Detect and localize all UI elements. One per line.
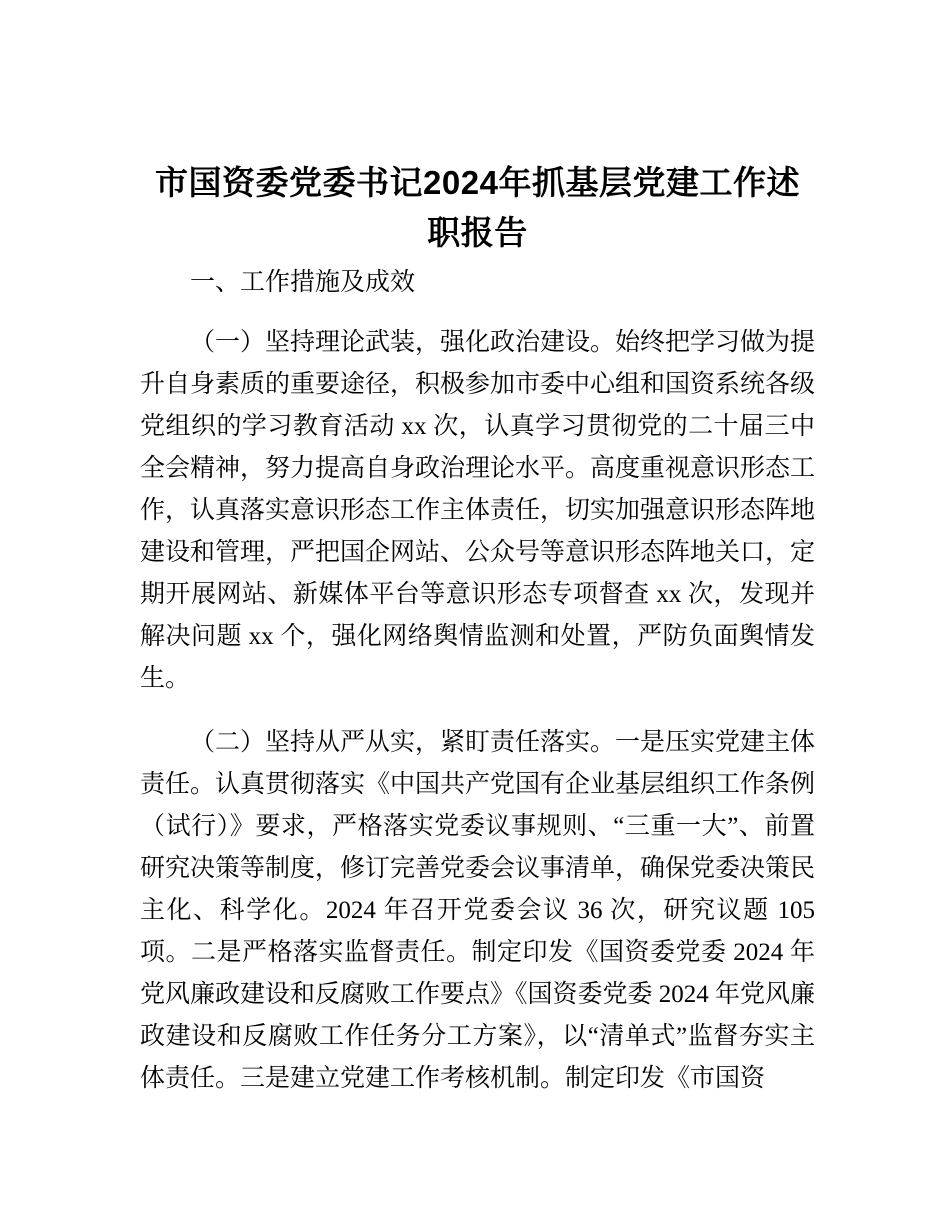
body-paragraph: （二）坚持从严从实，紧盯责任落实。一是压实党建主体责任。认真贯彻落实《中国共产党国有企业基层组织工作条例（试行）》要求，严格落实党委议事规则、“三重一大”、前置研究决策等制度，修订完善党委会议事清单，确保党委决策民主化、科学化。2024 年召开党委会议 36 次，研究议题 105 项。二是严格落实监督责任。制定印发《国资委党委 2024 年党风廉政建设和反腐败工作要点》《国资委党委 2024 年党风廉政建设和反腐败工作任务分工方案》，以“清单式”监督夯实主体责任。三是建立党建工作考核机制。制定印发《市国资 bbox=[140, 729, 816, 1092]
section-heading: 一、工作措施及成效 bbox=[190, 269, 416, 296]
body-paragraph: （一）坚持理论武装，强化政治建设。始终把学习做为提升自身素质的重要途径，积极参加市委中心组和国资系统各级党组织的学习教育活动 xx 次，认真学习贯彻党的二十届三中全会精神，努力提高自身政治理论水平。高度重视意识形态工作，认真落实意识形态工作主体责任，切实加强意识形态阵地建设和管理，严把国企网站、公众号等意识形态阵地关口，定期开展网站、新媒体平台等意识形态专项督查 xx 次，发现并解决问题 xx 个，强化网络舆情监测和处置，严防负面舆情发生。 bbox=[140, 329, 816, 692]
document-body bbox=[140, 322, 815, 1100]
document-title: 市国资委党委书记2024年抓基层党建工作述职报告 bbox=[155, 164, 800, 251]
